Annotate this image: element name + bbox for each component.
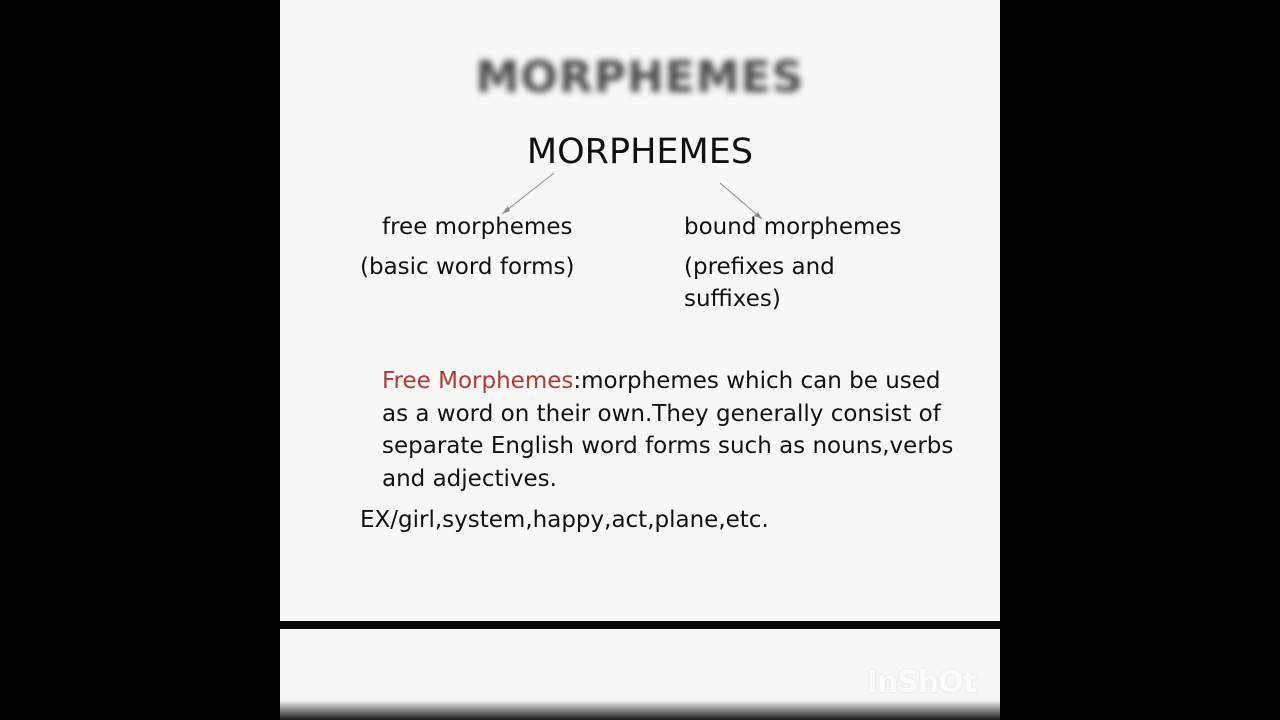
bound-morphemes-description-line1: (prefixes and	[684, 254, 835, 280]
page-title: MORPHEMES	[526, 132, 754, 172]
definition-paragraph	[382, 365, 972, 495]
definition-term: Free Morphemes	[382, 368, 574, 394]
example-line: EX/girl,system,happy,act,plane,etc.	[360, 507, 769, 533]
free-morphemes-description: (basic word forms)	[360, 254, 575, 280]
bound-morphemes-description-line2: suffixes)	[684, 286, 781, 312]
slide-frame	[280, 0, 1000, 720]
bound-morphemes-label: bound morphemes	[684, 214, 902, 240]
divider	[280, 621, 1000, 629]
arrow-left	[502, 173, 554, 214]
blurred-header: MORPHEMES	[475, 52, 805, 92]
free-morphemes-label: free morphemes	[382, 214, 573, 240]
inshot-watermark: InShOt	[866, 665, 976, 700]
definition-text: :morphemes which can be used as a word on their own.They generally consist of separate English word forms such as nouns,verbs and adjectives.	[382, 368, 954, 492]
slide	[280, 0, 1000, 621]
